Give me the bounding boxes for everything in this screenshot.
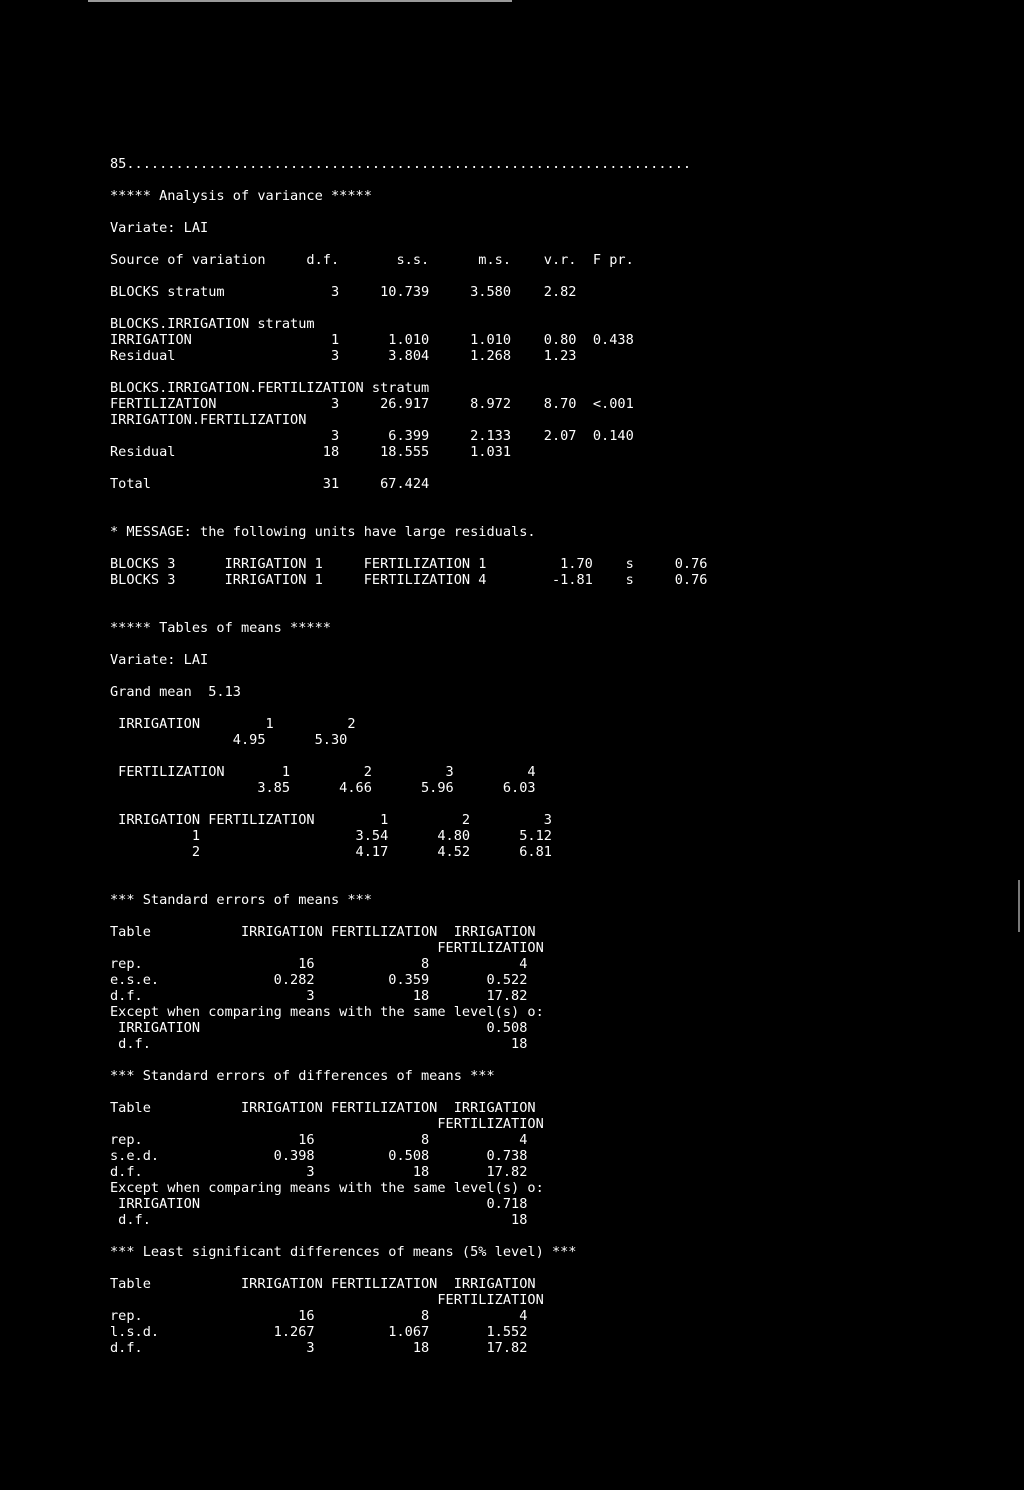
output-line: 3.85 4.66 5.96 6.03 bbox=[110, 780, 536, 796]
output-line: *** Least significant differences of means (5% level) *** bbox=[110, 1244, 577, 1260]
output-line: d.f. 3 18 17.82 bbox=[110, 1340, 528, 1356]
output-line: Except when comparing means with the same level(s) o: bbox=[110, 1004, 544, 1020]
output-line: IRRIGATION 0.508 bbox=[110, 1020, 528, 1036]
output-line: 3 6.399 2.133 2.07 0.140 bbox=[110, 428, 634, 444]
output-line: d.f. 18 bbox=[110, 1212, 528, 1228]
output-line: IRRIGATION.FERTILIZATION bbox=[110, 412, 307, 428]
output-line: Source of variation d.f. s.s. m.s. v.r. F pr. bbox=[110, 252, 634, 268]
anova-output-listing bbox=[110, 156, 707, 1356]
output-line: ***** Analysis of variance ***** bbox=[110, 188, 372, 204]
output-line: Table IRRIGATION FERTILIZATION IRRIGATION bbox=[110, 1276, 536, 1292]
output-line: IRRIGATION 1 2 bbox=[110, 716, 356, 732]
output-line: IRRIGATION 1 1.010 1.010 0.80 0.438 bbox=[110, 332, 634, 348]
listing-body bbox=[110, 188, 707, 1356]
output-line: IRRIGATION FERTILIZATION 1 2 3 bbox=[110, 812, 552, 828]
output-line: Residual 18 18.555 1.031 bbox=[110, 444, 512, 460]
output-line: FERTILIZATION bbox=[110, 940, 544, 956]
output-line: 4.95 5.30 bbox=[110, 732, 348, 748]
output-line: Variate: LAI bbox=[110, 652, 209, 668]
output-line: Total 31 67.424 bbox=[110, 476, 430, 492]
output-line: *** Standard errors of means *** bbox=[110, 892, 372, 908]
output-line: d.f. 3 18 17.82 bbox=[110, 1164, 528, 1180]
output-line: FERTILIZATION bbox=[110, 1292, 544, 1308]
output-line: rep. 16 8 4 bbox=[110, 956, 528, 972]
output-line: Table IRRIGATION FERTILIZATION IRRIGATION bbox=[110, 1100, 536, 1116]
output-line: FERTILIZATION 3 26.917 8.972 8.70 <.001 bbox=[110, 396, 634, 412]
output-line: FERTILIZATION bbox=[110, 1116, 544, 1132]
output-line: 2 4.17 4.52 6.81 bbox=[110, 844, 552, 860]
output-line: FERTILIZATION 1 2 3 4 bbox=[110, 764, 536, 780]
right-edge-mark bbox=[1018, 880, 1020, 932]
output-line: BLOCKS.IRRIGATION.FERTILIZATION stratum bbox=[110, 380, 430, 396]
output-line: BLOCKS stratum 3 10.739 3.580 2.82 bbox=[110, 284, 577, 300]
output-line: rep. 16 8 4 bbox=[110, 1132, 528, 1148]
page-number-line: 85..................................................................... bbox=[110, 156, 692, 172]
output-line: BLOCKS 3 IRRIGATION 1 FERTILIZATION 1 1.70 s 0.76 bbox=[110, 556, 708, 572]
output-line: Variate: LAI bbox=[110, 220, 209, 236]
output-line: Grand mean 5.13 bbox=[110, 684, 241, 700]
output-line: *** Standard errors of differences of means *** bbox=[110, 1068, 495, 1084]
output-line: l.s.d. 1.267 1.067 1.552 bbox=[110, 1324, 528, 1340]
output-line: s.e.d. 0.398 0.508 0.738 bbox=[110, 1148, 528, 1164]
output-line: rep. 16 8 4 bbox=[110, 1308, 528, 1324]
output-line: Table IRRIGATION FERTILIZATION IRRIGATION bbox=[110, 924, 536, 940]
output-line: Residual 3 3.804 1.268 1.23 bbox=[110, 348, 577, 364]
output-line: ***** Tables of means ***** bbox=[110, 620, 331, 636]
top-border-line bbox=[88, 0, 512, 2]
output-line: BLOCKS.IRRIGATION stratum bbox=[110, 316, 315, 332]
output-line: d.f. 3 18 17.82 bbox=[110, 988, 528, 1004]
output-line: 1 3.54 4.80 5.12 bbox=[110, 828, 552, 844]
output-line: IRRIGATION 0.718 bbox=[110, 1196, 528, 1212]
output-line: BLOCKS 3 IRRIGATION 1 FERTILIZATION 4 -1.81 s 0.76 bbox=[110, 572, 708, 588]
output-line: * MESSAGE: the following units have large residuals. bbox=[110, 524, 536, 540]
output-line: Except when comparing means with the same level(s) o: bbox=[110, 1180, 544, 1196]
output-line: e.s.e. 0.282 0.359 0.522 bbox=[110, 972, 528, 988]
output-line: d.f. 18 bbox=[110, 1036, 528, 1052]
